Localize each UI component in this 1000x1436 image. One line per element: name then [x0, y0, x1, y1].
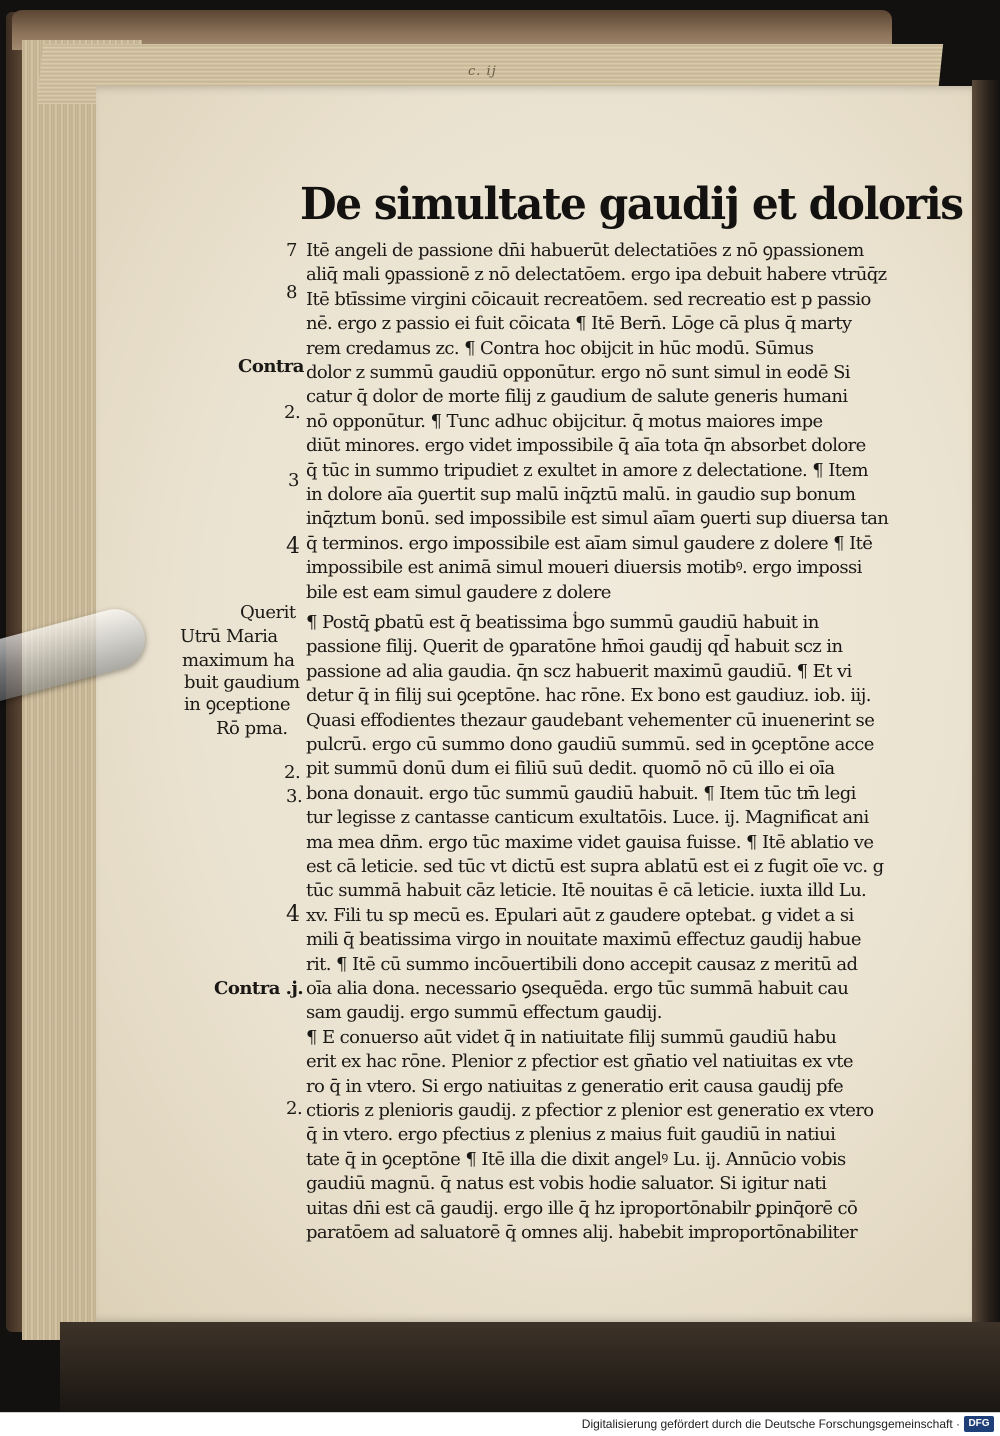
text-line: xv. Fili tu sp mecū es. Epulari aūt z gaudere optebat. g videt a si: [306, 905, 854, 926]
margin-number: 4: [286, 534, 300, 559]
text-line: paratōem ad saluatorē q̄ omnes alij. habebit improportōnabiliter: [306, 1222, 858, 1243]
text-line: Quasi effodientes thezaur gaudebant vehementer cū inuenerint se: [306, 710, 875, 731]
footer-bar: [0, 1412, 1000, 1436]
text-line: catur q̄ dolor de morte filij z gaudium de salute generis humani: [306, 386, 848, 407]
book-shadow: [60, 1322, 1000, 1412]
margin-note: Rō pma.: [216, 718, 288, 739]
text-line: ¶ Postq̄ ꝑbatū est q̄ beatissima ḃgo summū gaudiū habuit in: [306, 612, 819, 633]
text-line: inq̄ztum bonū. sed impossibile est simul aīam ꝯuerti sup diuersa tan: [306, 508, 889, 529]
margin-number: 4: [286, 902, 300, 927]
text-line: pit summū donū dum ei filiū suū dedit. quomō nō cū illo ei oīa: [306, 758, 835, 779]
margin-note: Utrū Maria: [180, 626, 278, 647]
text-line: rit. ¶ Itē cū summo incōuertibili dono accepit causaz z meritū ad: [306, 954, 858, 975]
text-line: gaudiū magnū. q̄ natus est vobis hodie saluator. Si igitur nati: [306, 1173, 827, 1194]
book-gutter: [972, 80, 1000, 1330]
margin-number: 3: [288, 470, 299, 491]
margin-number: 2.: [284, 762, 301, 783]
text-line: passione filij. Querit de ꝯparatōne hm̄oi gaudij qd̄ habuit scz in: [306, 636, 843, 657]
text-line: pulcrū. ergo cū summo dono gaudiū summū. sed in ꝯceptōne acce: [306, 734, 874, 755]
text-line: aliq̄ mali ꝯpassionē z nō delectatōem. ergo ipa debuit habere vtrūq̄z: [306, 264, 887, 285]
dfg-logo: DFG: [964, 1416, 994, 1432]
text-line: Itē angeli de passione dn̄i habuerūt delectatiōes z nō ꝯpassionem: [306, 240, 864, 261]
margin-note: buit gaudium: [184, 672, 300, 693]
text-line: q̄ tūc in summo tripudiet z exultet in amore z delectatione. ¶ Item: [306, 460, 868, 481]
text-line: rem credamus zc. ¶ Contra hoc obijcit in hūc modū. Sūmus: [306, 338, 814, 359]
text-line: detur q̄ in filij sui ꝯceptōne. hac rōne. Ex bono est gaudiuz. iob. iij.: [306, 685, 871, 706]
text-line: sam gaudij. ergo summū effectum gaudij.: [306, 1002, 662, 1023]
text-line: q̄ in vtero. ergo pfectius z plenius z maius fuit gaudiū in natiui: [306, 1124, 836, 1145]
text-line: est cā leticie. sed tūc vt dictū est supra ablatū est ei z fugit oīe vc. g: [306, 856, 884, 877]
text-line: tate q̄ in ꝯceptōne ¶ Itē illa die dixit angelꝰ Lu. ij. Annūcio vobis: [306, 1149, 846, 1170]
margin-note: Contra .j.: [214, 978, 304, 999]
margin-note: in ꝯceptione: [184, 694, 290, 715]
text-line: diūt minores. ergo videt impossibile q̄ aīa tota q̄n absorbet dolore: [306, 435, 866, 456]
margin-note: maximum ha: [182, 650, 295, 671]
signature-mark: c. ij: [468, 64, 497, 79]
margin-number: 2.: [286, 1098, 303, 1119]
text-line: uitas dn̄i est cā gaudij. ergo ille q̄ hz iproportōnabilr ꝑpinq̄orē cō: [306, 1198, 858, 1219]
text-line: ctioris z plenioris gaudij. z pfectior z plenior est generatio ex vtero: [306, 1100, 874, 1121]
margin-note: Querit: [240, 602, 296, 623]
text-line: nō opponūtur. ¶ Tunc adhuc obijcitur. q̄ motus maiores impe: [306, 411, 823, 432]
margin-number: 3.: [286, 786, 303, 807]
text-line: tūc summā habuit cāz leticie. Itē nouitas ē cā leticie. iuxta illd Lu.: [306, 880, 867, 901]
text-line: ¶ E conuerso aūt videt q̄ in natiuitate filij summū gaudiū habu: [306, 1027, 837, 1048]
text-line: passione ad alia gaudia. q̄n scz habuerit maximū gaudiū. ¶ Et vi: [306, 661, 852, 682]
text-line: Itē btīssime virgini cōicauit recreatōem. sed recreatio est p passio: [306, 289, 871, 310]
text-line: mili q̄ beatissima virgo in nouitate maximū effectuz gaudij habue: [306, 929, 861, 950]
text-line: erit ex hac rōne. Plenior z pfectior est gn̄atio vel natiuitas ex vte: [306, 1051, 853, 1072]
margin-number: 2.: [284, 402, 301, 423]
text-line: in dolore aīa ꝯuertit sup malū inq̄ztū malū. in gaudio sup bonum: [306, 484, 856, 505]
text-line: bona donauit. ergo tūc summū gaudiū habuit. ¶ Item tūc tm̄ legi: [306, 783, 856, 804]
text-line: impossibile est animā simul moueri diuersis motibꝰ. ergo impossi: [306, 557, 862, 578]
text-line: ma mea dn̄m. ergo tūc maxime videt gauisa fuisse. ¶ Itē ablatio ve: [306, 832, 874, 853]
page-heading: De simultate gaudij et doloris: [300, 179, 963, 230]
text-line: nē. ergo z passio ei fuit cōicata ¶ Itē Bern̄. Lōge cā plus q̄ marty: [306, 313, 852, 334]
text-line: oīa alia dona. necessario ꝯsequēda. ergo tūc summā habuit cau: [306, 978, 849, 999]
text-line: bile est eam simul gaudere z dolere: [306, 582, 611, 603]
margin-number: 7: [286, 240, 297, 261]
margin-number: 8: [286, 282, 297, 303]
text-line: tur legisse z cantasse canticum exultatōis. Luce. ij. Magnificat ani: [306, 807, 869, 828]
text-line: q̄ terminos. ergo impossibile est aīam simul gaudere z dolere ¶ Itē: [306, 533, 873, 554]
text-line: ro q̄ in vtero. Si ergo natiuitas z generatio erit causa gaudij pfe: [306, 1076, 844, 1097]
text-line: dolor z summū gaudiū opponūtur. ergo nō sunt simul in eodē Si: [306, 362, 850, 383]
margin-note: Contra: [238, 356, 304, 377]
funding-credit: Digitalisierung gefördert durch die Deutsche Forschungsgemeinschaft ·: [581, 1417, 960, 1431]
